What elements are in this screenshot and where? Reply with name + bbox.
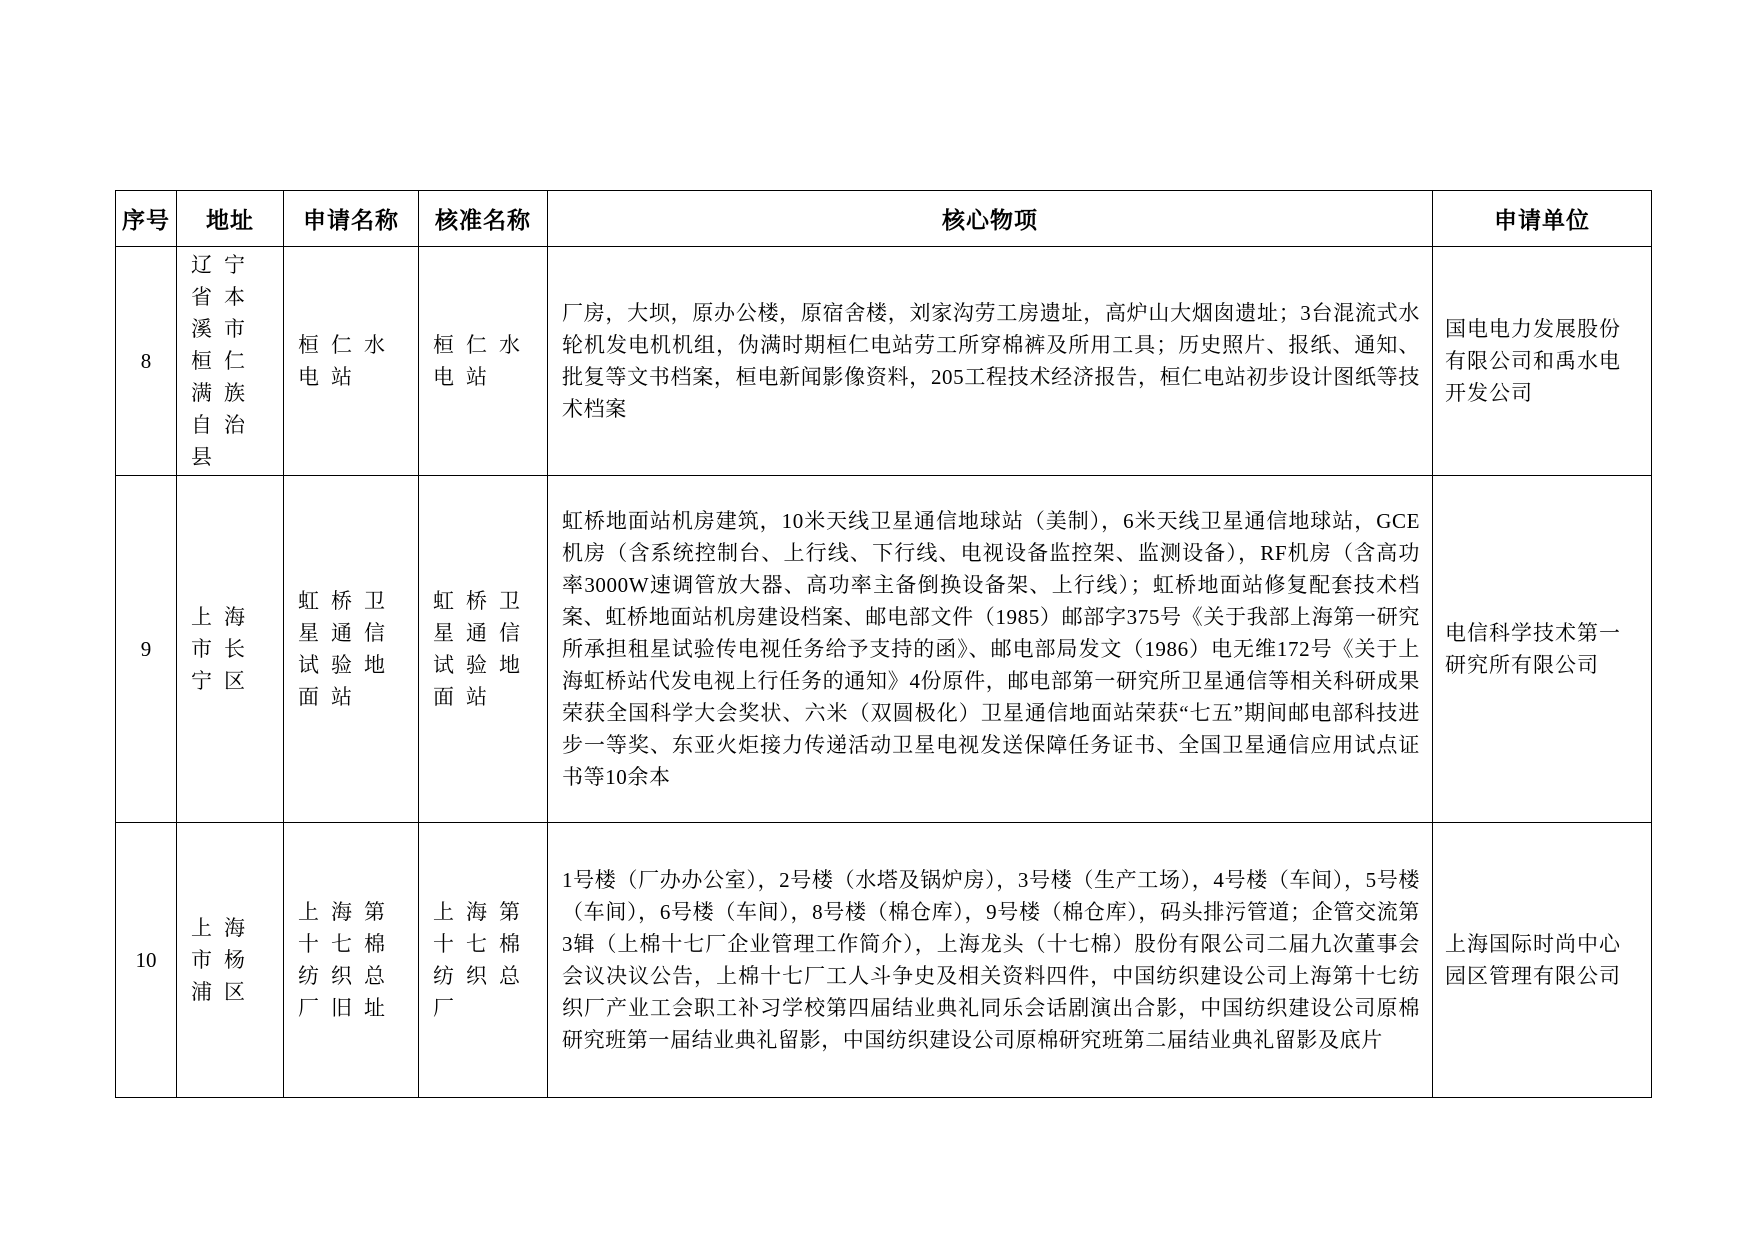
- cell-applicant: 电信科学技术第一研究所有限公司: [1433, 476, 1652, 823]
- table-header-row: [116, 191, 1652, 247]
- cell-core-items: 1号楼（厂办办公室），2号楼（水塔及锅炉房），3号楼（生产工场），4号楼（车间），5号楼（车间），6号楼（车间），8号楼（棉仓库），9号楼（棉仓库），码头排污管道；企管交流第3辑（上棉十七厂企业管理工作简介），上海龙头（十七棉）股份有限公司二届九次董事会会议决议公告，上棉十七厂工人斗争史及相关资料四件，中国纺织建设公司上海第十七纺织厂产业工会职工补习学校第四届结业典礼同乐会话剧演出合影，中国纺织建设公司原棉研究班第一届结业典礼留影，中国纺织建设公司原棉研究班第二届结业典礼留影及底片: [548, 823, 1433, 1098]
- cell-applicant: 上海国际时尚中心园区管理有限公司: [1433, 823, 1652, 1098]
- cell-applied-name: 桓仁水电站: [284, 247, 419, 476]
- cell-approved-name: 上海第十七棉纺织总厂: [419, 823, 548, 1098]
- cell-applied-name: 上海第十七棉纺织总厂旧址: [284, 823, 419, 1098]
- header-index: 序号: [116, 191, 177, 247]
- table-row: [116, 247, 1652, 476]
- heritage-registry-table: [115, 190, 1652, 1098]
- cell-address: 辽宁省本溪市桓仁满族自治县: [177, 247, 284, 476]
- cell-core-items: 厂房，大坝，原办公楼，原宿舍楼，刘家沟劳工房遗址，高炉山大烟囱遗址；3台混流式水轮机发电机机组，伪满时期桓仁电站劳工所穿棉裤及所用工具；历史照片、报纸、通知、批复等文书档案，桓电新闻影像资料，205工程技术经济报告，桓仁电站初步设计图纸等技术档案: [548, 247, 1433, 476]
- header-applicant: 申请单位: [1433, 191, 1652, 247]
- header-approved-name: 核准名称: [419, 191, 548, 247]
- table-row: [116, 476, 1652, 823]
- cell-applied-name: 虹桥卫星通信试验地面站: [284, 476, 419, 823]
- cell-approved-name: 虹桥卫星通信试验地面站: [419, 476, 548, 823]
- cell-approved-name: 桓仁水电站: [419, 247, 548, 476]
- header-core-items: 核心物项: [548, 191, 1433, 247]
- table-row: [116, 823, 1652, 1098]
- cell-applicant: 国电电力发展股份有限公司和禹水电开发公司: [1433, 247, 1652, 476]
- header-applied-name: 申请名称: [284, 191, 419, 247]
- cell-index: 10: [116, 823, 177, 1098]
- cell-index: 8: [116, 247, 177, 476]
- cell-core-items: 虹桥地面站机房建筑，10米天线卫星通信地球站（美制），6米天线卫星通信地球站，GCE机房（含系统控制台、上行线、下行线、电视设备监控架、监测设备），RF机房（含高功率3000W速调管放大器、高功率主备倒换设备架、上行线）；虹桥地面站修复配套技术档案、虹桥地面站机房建设档案、邮电部文件（1985）邮部字375号《关于我部上海第一研究所承担租星试验传电视任务给予支持的函》、邮电部局发文（1986）电无维172号《关于上海虹桥站代发电视上行任务的通知》4份原件，邮电部第一研究所卫星通信等相关科研成果荣获全国科学大会奖状、六米（双圆极化）卫星通信地面站荣获“七五”期间邮电部科技进步一等奖、东亚火炬接力传递活动卫星电视发送保障任务证书、全国卫星通信应用试点证书等10余本: [548, 476, 1433, 823]
- cell-index: 9: [116, 476, 177, 823]
- header-address: 地址: [177, 191, 284, 247]
- cell-address: 上海市杨浦区: [177, 823, 284, 1098]
- cell-address: 上海市长宁区: [177, 476, 284, 823]
